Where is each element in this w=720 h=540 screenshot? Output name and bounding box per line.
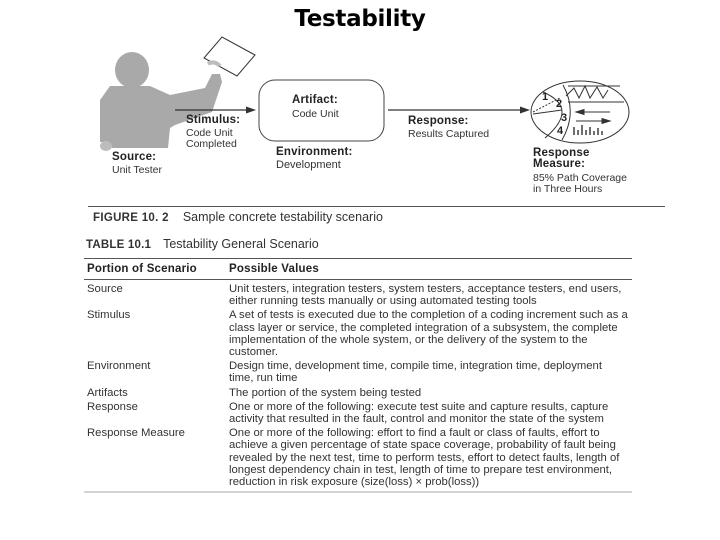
table-row <box>84 387 632 399</box>
table-row <box>84 360 632 384</box>
artifact-value: Code Unit <box>292 108 339 120</box>
response-arrow-icon <box>388 107 530 114</box>
row-values: Design time, development time, compile time, integration time, deployment time, run time <box>229 360 602 385</box>
environment-value: Development <box>276 159 341 171</box>
testability-general-scenario-table <box>84 258 632 493</box>
table-caption-text: Testability General Scenario <box>163 237 319 251</box>
stimulus-value-line2: Completed <box>186 138 237 150</box>
table-bottom-rule <box>84 491 632 493</box>
source-value: Unit Tester <box>112 164 162 176</box>
row-values: Unit testers, integration testers, system testers, acceptance testers, end users, either running tests manually or using automated testing tools <box>229 283 622 308</box>
response-measure-heading-line1: Response <box>533 147 590 159</box>
header-portion-of-scenario: Portion of Scenario <box>87 263 197 275</box>
gauge-numbers <box>542 91 567 137</box>
response-heading: Response: <box>408 115 469 127</box>
table-header-rule <box>84 279 632 280</box>
response-value: Results Captured <box>408 128 490 140</box>
row-portion: Environment <box>87 360 151 373</box>
paper-document-icon <box>204 37 255 76</box>
row-portion: Artifacts <box>87 386 128 399</box>
table-caption-number: TABLE 10.1 <box>86 239 152 251</box>
gauge-number-2: 2 <box>556 98 563 110</box>
row-values: One or more of the following: execute test suite and capture results, capture activity that resulted in the fault, control and monitor the state of the system <box>229 400 609 426</box>
gauge-number-1: 1 <box>542 91 549 103</box>
row-portion: Source <box>87 283 123 295</box>
slide-title: Testability <box>294 6 426 32</box>
table-caption <box>86 237 319 251</box>
table-header-row <box>84 259 632 279</box>
figure-caption-text: Sample concrete testability scenario <box>182 210 383 224</box>
table-row <box>84 283 632 307</box>
row-values: A set of tests is executed due to the completion of a coding increment such as a class layer or service, the completed integration of a subsystem, the complete implementation of the whole system, or the delivery of the system to the customer. <box>229 309 628 359</box>
environment-heading: Environment: <box>276 146 353 158</box>
row-portion: Response Measure <box>87 427 185 440</box>
stimulus-value-line1: Code Unit <box>186 127 233 139</box>
response-measure-heading-line2: Measure: <box>533 158 586 170</box>
response-measure-value-line2: in Three Hours <box>533 183 603 195</box>
row-values: The portion of the system being tested <box>229 386 422 399</box>
gauge-number-3: 3 <box>561 112 568 124</box>
row-portion: Response <box>87 400 138 413</box>
response-measure-value-line1: 85% Path Coverage <box>533 172 627 184</box>
table-row <box>84 401 632 425</box>
figure-caption <box>93 210 383 224</box>
row-values: One or more of the following: effort to find a fault or class of faults, effort to achieve a given percentage of state space coverage, probability of fault being revealed by the next test, time to perform tests, effort to detect faults, length of longest dependency chain in test, length of time to prepare test environment, reduction in risk exposure (size(loss) × prob(loss)) <box>229 427 620 489</box>
scenario-diagram <box>0 0 720 230</box>
figure-caption-number: FIGURE 10. 2 <box>93 212 169 224</box>
gauge-number-4: 4 <box>557 125 564 137</box>
header-possible-values: Possible Values <box>229 263 319 275</box>
testability-scenario-figure <box>0 0 720 230</box>
source-heading: Source: <box>112 151 157 163</box>
table-row <box>84 427 632 488</box>
row-portion: Stimulus <box>87 309 131 322</box>
artifact-heading: Artifact: <box>292 94 338 106</box>
table-row <box>84 309 632 358</box>
figure-divider <box>88 206 665 207</box>
stimulus-heading: Stimulus: <box>186 114 241 126</box>
